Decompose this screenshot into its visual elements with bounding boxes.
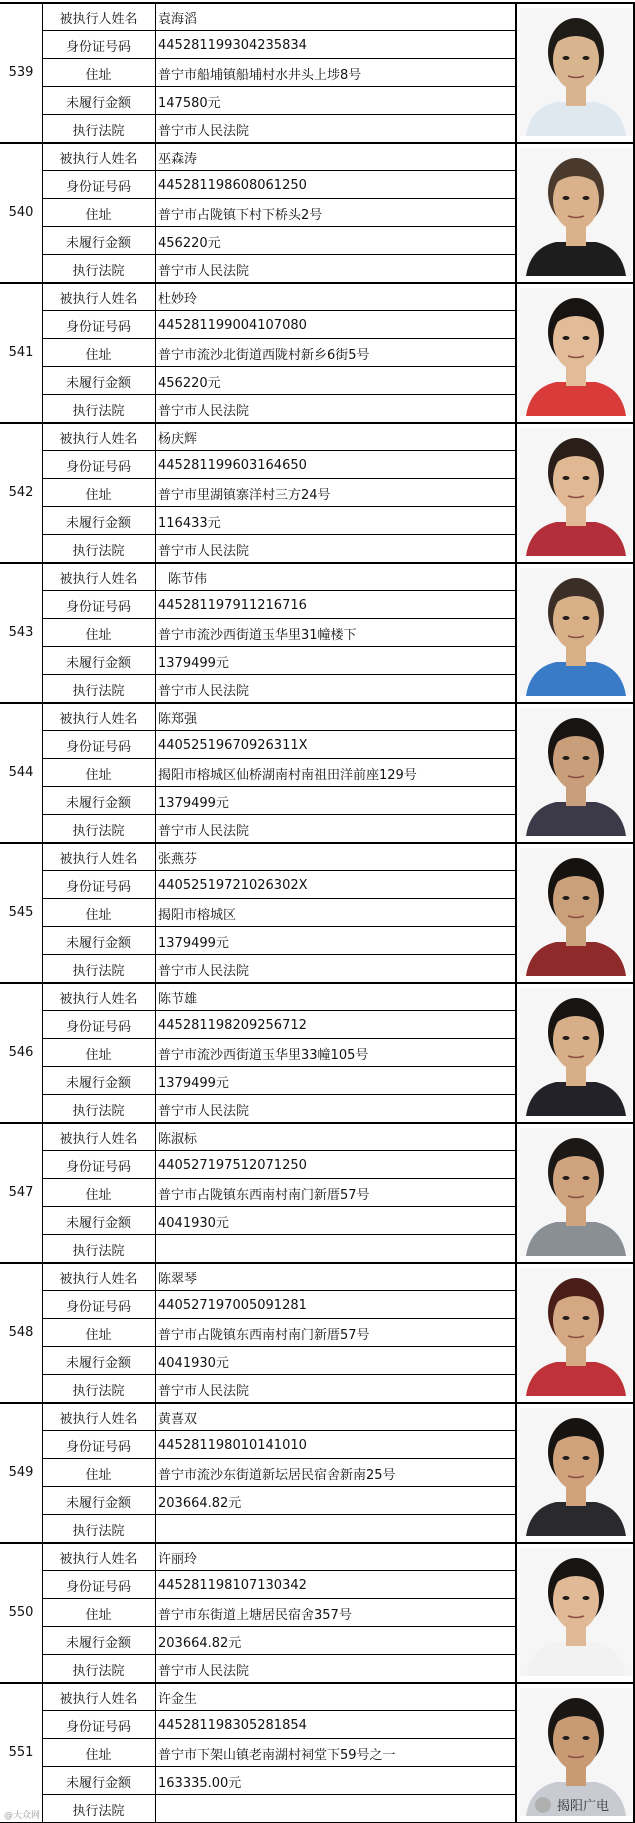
record-number: 550 (0, 1542, 43, 1682)
row-divider (42, 786, 516, 787)
label-court: 执行法院 (42, 395, 156, 423)
label-amount: 未履行金额 (42, 1347, 156, 1375)
row-divider (42, 674, 516, 675)
portrait-photo (520, 288, 632, 416)
value-court: 普宁市人民法院 (158, 123, 250, 139)
value-address: 普宁市船埔镇船埔村水井头上埗8号 (158, 67, 362, 83)
label-name: 被执行人姓名 (42, 1683, 156, 1711)
portrait-photo (520, 428, 632, 556)
label-address: 住址 (42, 199, 156, 227)
value-address: 揭阳市榕城区 (158, 907, 237, 923)
label-name: 被执行人姓名 (42, 283, 156, 311)
label-name: 被执行人姓名 (42, 1263, 156, 1291)
label-address: 住址 (42, 899, 156, 927)
debtor-record (0, 982, 635, 1122)
label-court: 执行法院 (42, 1795, 156, 1823)
label-amount: 未履行金额 (42, 1207, 156, 1235)
label-court: 执行法院 (42, 1655, 156, 1683)
label-court: 执行法院 (42, 535, 156, 563)
row-divider (42, 870, 516, 871)
row-divider (42, 1710, 516, 1711)
record-number: 546 (0, 982, 43, 1122)
value-address: 普宁市流沙东街道新坛居民宿舍新南25号 (158, 1467, 396, 1483)
value-address: 普宁市流沙北街道西陇村新乡6街5号 (158, 347, 370, 363)
row-divider (42, 646, 516, 647)
row-divider (42, 170, 516, 171)
record-number: 541 (0, 282, 43, 422)
portrait-photo (520, 708, 632, 836)
row-divider (42, 1738, 516, 1739)
value-amount: 4041930元 (158, 1215, 229, 1231)
value-court (156, 1795, 514, 1823)
watermark-text: 揭阳广电 (557, 1799, 610, 1814)
row-divider (42, 814, 516, 815)
photo-separator (515, 982, 517, 1122)
value-address: 普宁市占陇镇下村下桥头2号 (158, 207, 323, 223)
row-divider (42, 1150, 516, 1151)
portrait-photo (520, 148, 632, 276)
value-court: 普宁市人民法院 (158, 823, 250, 839)
value-court: 普宁市人民法院 (158, 1103, 250, 1119)
value-address: 普宁市流沙西街道玉华里31幢楼下 (158, 627, 357, 643)
value-amount: 116433元 (158, 515, 221, 531)
label-court: 执行法院 (42, 115, 156, 143)
value-address: 普宁市占陇镇东西南村南门新厝57号 (158, 1187, 370, 1203)
row-divider (42, 1486, 516, 1487)
debtor-record (0, 422, 635, 562)
photo-separator (515, 282, 517, 422)
label-address: 住址 (42, 619, 156, 647)
value-name: 巫森涛 (158, 151, 198, 167)
value-name: 陈节雄 (158, 991, 198, 1007)
portrait-photo (520, 1548, 632, 1676)
row-divider (42, 898, 516, 899)
value-amount: 147580元 (158, 95, 221, 111)
label-court: 执行法院 (42, 1095, 156, 1123)
label-amount: 未履行金额 (42, 227, 156, 255)
row-divider (42, 926, 516, 927)
debtor-record (0, 562, 635, 702)
value-name: 陈节伟 (168, 571, 208, 587)
row-divider (42, 534, 516, 535)
row-divider (42, 1094, 516, 1095)
record-number: 542 (0, 422, 43, 562)
row-divider (42, 366, 516, 367)
row-divider (42, 1010, 516, 1011)
watermark-left: @大众网 (4, 1811, 41, 1821)
debtor-record (0, 1402, 635, 1542)
value-address: 普宁市流沙西街道玉华里33幢105号 (158, 1047, 369, 1063)
debtor-record (0, 1262, 635, 1402)
value-amount: 456220元 (158, 375, 221, 391)
value-amount: 1379499元 (158, 795, 229, 811)
debtor-record (0, 842, 635, 982)
row-divider (42, 114, 516, 115)
value-amount: 1379499元 (158, 935, 229, 951)
debtor-record (0, 702, 635, 842)
value-court: 普宁市人民法院 (158, 1663, 250, 1679)
label-amount: 未履行金额 (42, 507, 156, 535)
row-divider (42, 1206, 516, 1207)
row-divider (42, 58, 516, 59)
row-divider (42, 1794, 516, 1795)
photo-separator (515, 1542, 517, 1682)
row-divider (42, 394, 516, 395)
value-id: 445281199304235834 (158, 37, 307, 53)
label-id: 身份证号码 (42, 1711, 156, 1739)
row-divider (42, 1654, 516, 1655)
row-divider (42, 590, 516, 591)
label-amount: 未履行金额 (42, 1067, 156, 1095)
value-amount: 1379499元 (158, 1075, 229, 1091)
watermark (535, 1795, 609, 1814)
label-name: 被执行人姓名 (42, 1543, 156, 1571)
value-address: 普宁市里湖镇寨洋村三方24号 (158, 487, 331, 503)
value-amount: 4041930元 (158, 1355, 229, 1371)
label-id: 身份证号码 (42, 171, 156, 199)
row-divider (42, 86, 516, 87)
label-id: 身份证号码 (42, 31, 156, 59)
row-divider (42, 1430, 516, 1431)
value-amount: 456220元 (158, 235, 221, 251)
record-number: 540 (0, 142, 43, 282)
row-divider (42, 1514, 516, 1515)
label-id: 身份证号码 (42, 311, 156, 339)
row-divider (42, 1234, 516, 1235)
label-amount: 未履行金额 (42, 927, 156, 955)
label-id: 身份证号码 (42, 591, 156, 619)
portrait-photo (520, 1268, 632, 1396)
row-divider (42, 198, 516, 199)
value-name: 黄喜双 (158, 1411, 198, 1427)
row-divider (42, 1626, 516, 1627)
label-id: 身份证号码 (42, 1151, 156, 1179)
row-divider (42, 1318, 516, 1319)
row-divider (42, 758, 516, 759)
value-amount: 1379499元 (158, 655, 229, 671)
label-name: 被执行人姓名 (42, 703, 156, 731)
label-amount: 未履行金额 (42, 1487, 156, 1515)
photo-separator (515, 1682, 517, 1822)
debtor-record (0, 1542, 635, 1682)
photo-separator (515, 842, 517, 982)
value-address: 普宁市东街道上塘居民宿舍357号 (158, 1607, 352, 1623)
value-id: 445281198107130342 (158, 1577, 307, 1593)
row-divider (42, 450, 516, 451)
row-divider (42, 506, 516, 507)
row-divider (42, 1346, 516, 1347)
photo-separator (515, 422, 517, 562)
label-id: 身份证号码 (42, 731, 156, 759)
label-address: 住址 (42, 1039, 156, 1067)
value-court: 普宁市人民法院 (158, 403, 250, 419)
value-court (156, 1235, 514, 1263)
record-number: 551 (0, 1682, 43, 1822)
label-name: 被执行人姓名 (42, 143, 156, 171)
label-address: 住址 (42, 1459, 156, 1487)
photo-separator (515, 1402, 517, 1542)
label-address: 住址 (42, 339, 156, 367)
value-id: 445281198209256712 (158, 1017, 307, 1033)
value-court: 普宁市人民法院 (158, 963, 250, 979)
value-name: 许丽玲 (158, 1551, 198, 1567)
label-id: 身份证号码 (42, 871, 156, 899)
portrait-photo (520, 1128, 632, 1256)
label-amount: 未履行金额 (42, 367, 156, 395)
label-court: 执行法院 (42, 675, 156, 703)
row-divider (42, 254, 516, 255)
label-address: 住址 (42, 479, 156, 507)
row-divider (42, 338, 516, 339)
label-address: 住址 (42, 759, 156, 787)
value-court (156, 1515, 514, 1543)
photo-separator (515, 702, 517, 842)
row-divider (42, 1374, 516, 1375)
label-address: 住址 (42, 59, 156, 87)
portrait-photo (520, 848, 632, 976)
value-name: 杨庆辉 (158, 431, 198, 447)
label-court: 执行法院 (42, 955, 156, 983)
value-name: 杜妙玲 (158, 291, 198, 307)
record-number: 545 (0, 842, 43, 982)
label-name: 被执行人姓名 (42, 983, 156, 1011)
record-number: 547 (0, 1122, 43, 1262)
label-id: 身份证号码 (42, 1571, 156, 1599)
value-id: 445281198010141010 (158, 1437, 307, 1453)
photo-separator (515, 562, 517, 702)
row-divider (42, 1598, 516, 1599)
row-divider (42, 1766, 516, 1767)
label-id: 身份证号码 (42, 451, 156, 479)
label-amount: 未履行金额 (42, 787, 156, 815)
value-name: 陈翠琴 (158, 1271, 198, 1287)
row-divider (42, 1458, 516, 1459)
value-name: 陈郑强 (158, 711, 198, 727)
record-number: 539 (0, 2, 43, 142)
value-amount: 163335.00元 (158, 1775, 242, 1791)
row-divider (42, 730, 516, 731)
label-name: 被执行人姓名 (42, 1123, 156, 1151)
record-number: 544 (0, 702, 43, 842)
portrait-photo (520, 1408, 632, 1536)
row-divider (42, 1178, 516, 1179)
record-number: 543 (0, 562, 43, 702)
row-divider (42, 1038, 516, 1039)
row-divider (42, 1290, 516, 1291)
label-id: 身份证号码 (42, 1011, 156, 1039)
photo-separator (515, 1262, 517, 1402)
label-amount: 未履行金额 (42, 1627, 156, 1655)
label-name: 被执行人姓名 (42, 423, 156, 451)
record-number: 548 (0, 1262, 43, 1402)
value-id: 440527197512071250 (158, 1157, 307, 1173)
row-divider (42, 30, 516, 31)
value-address: 普宁市下架山镇老南湖村祠堂下59号之一 (158, 1747, 396, 1763)
value-id: 44052519721026302X (158, 877, 308, 893)
value-name: 袁海滔 (158, 11, 198, 27)
debtor-record (0, 142, 635, 282)
photo-separator (515, 2, 517, 142)
value-id: 445281199004107080 (158, 317, 307, 333)
value-court: 普宁市人民法院 (158, 263, 250, 279)
label-amount: 未履行金额 (42, 87, 156, 115)
row-divider (42, 954, 516, 955)
label-address: 住址 (42, 1319, 156, 1347)
value-name: 许金生 (158, 1691, 198, 1707)
value-id: 44052519670926311X (158, 737, 308, 753)
value-amount: 203664.82元 (158, 1635, 242, 1651)
row-divider (42, 310, 516, 311)
portrait-photo (520, 988, 632, 1116)
value-address: 普宁市占陇镇东西南村南门新厝57号 (158, 1327, 370, 1343)
label-address: 住址 (42, 1599, 156, 1627)
value-court: 普宁市人民法院 (158, 1383, 250, 1399)
value-name: 张燕芬 (158, 851, 198, 867)
photo-separator (515, 1122, 517, 1262)
value-id: 445281197911216716 (158, 597, 307, 613)
row-divider (42, 1570, 516, 1571)
label-amount: 未履行金额 (42, 1767, 156, 1795)
wechat-icon (535, 1797, 551, 1813)
label-court: 执行法院 (42, 255, 156, 283)
label-id: 身份证号码 (42, 1291, 156, 1319)
label-name: 被执行人姓名 (42, 563, 156, 591)
row-divider (42, 1066, 516, 1067)
portrait-photo (520, 8, 632, 136)
label-id: 身份证号码 (42, 1431, 156, 1459)
row-divider (42, 478, 516, 479)
record-number: 549 (0, 1402, 43, 1542)
label-name: 被执行人姓名 (42, 843, 156, 871)
label-court: 执行法院 (42, 1375, 156, 1403)
label-address: 住址 (42, 1179, 156, 1207)
label-name: 被执行人姓名 (42, 1403, 156, 1431)
value-name: 陈淑标 (158, 1131, 198, 1147)
value-id: 445281199603164650 (158, 457, 307, 473)
label-name: 被执行人姓名 (42, 3, 156, 31)
label-address: 住址 (42, 1739, 156, 1767)
label-court: 执行法院 (42, 1235, 156, 1263)
value-id: 440527197005091281 (158, 1297, 307, 1313)
label-court: 执行法院 (42, 1515, 156, 1543)
value-address: 揭阳市榕城区仙桥湖南村南祖田洋前座129号 (158, 767, 417, 783)
value-court: 普宁市人民法院 (158, 543, 250, 559)
row-divider (42, 618, 516, 619)
value-id: 445281198608061250 (158, 177, 307, 193)
value-court: 普宁市人民法院 (158, 683, 250, 699)
photo-separator (515, 142, 517, 282)
debtor-record (0, 2, 635, 142)
row-divider (42, 226, 516, 227)
label-amount: 未履行金额 (42, 647, 156, 675)
label-court: 执行法院 (42, 815, 156, 843)
portrait-photo (520, 568, 632, 696)
value-id: 445281198305281854 (158, 1717, 307, 1733)
debtor-record (0, 1122, 635, 1262)
debtor-record (0, 282, 635, 422)
value-amount: 203664.82元 (158, 1495, 242, 1511)
